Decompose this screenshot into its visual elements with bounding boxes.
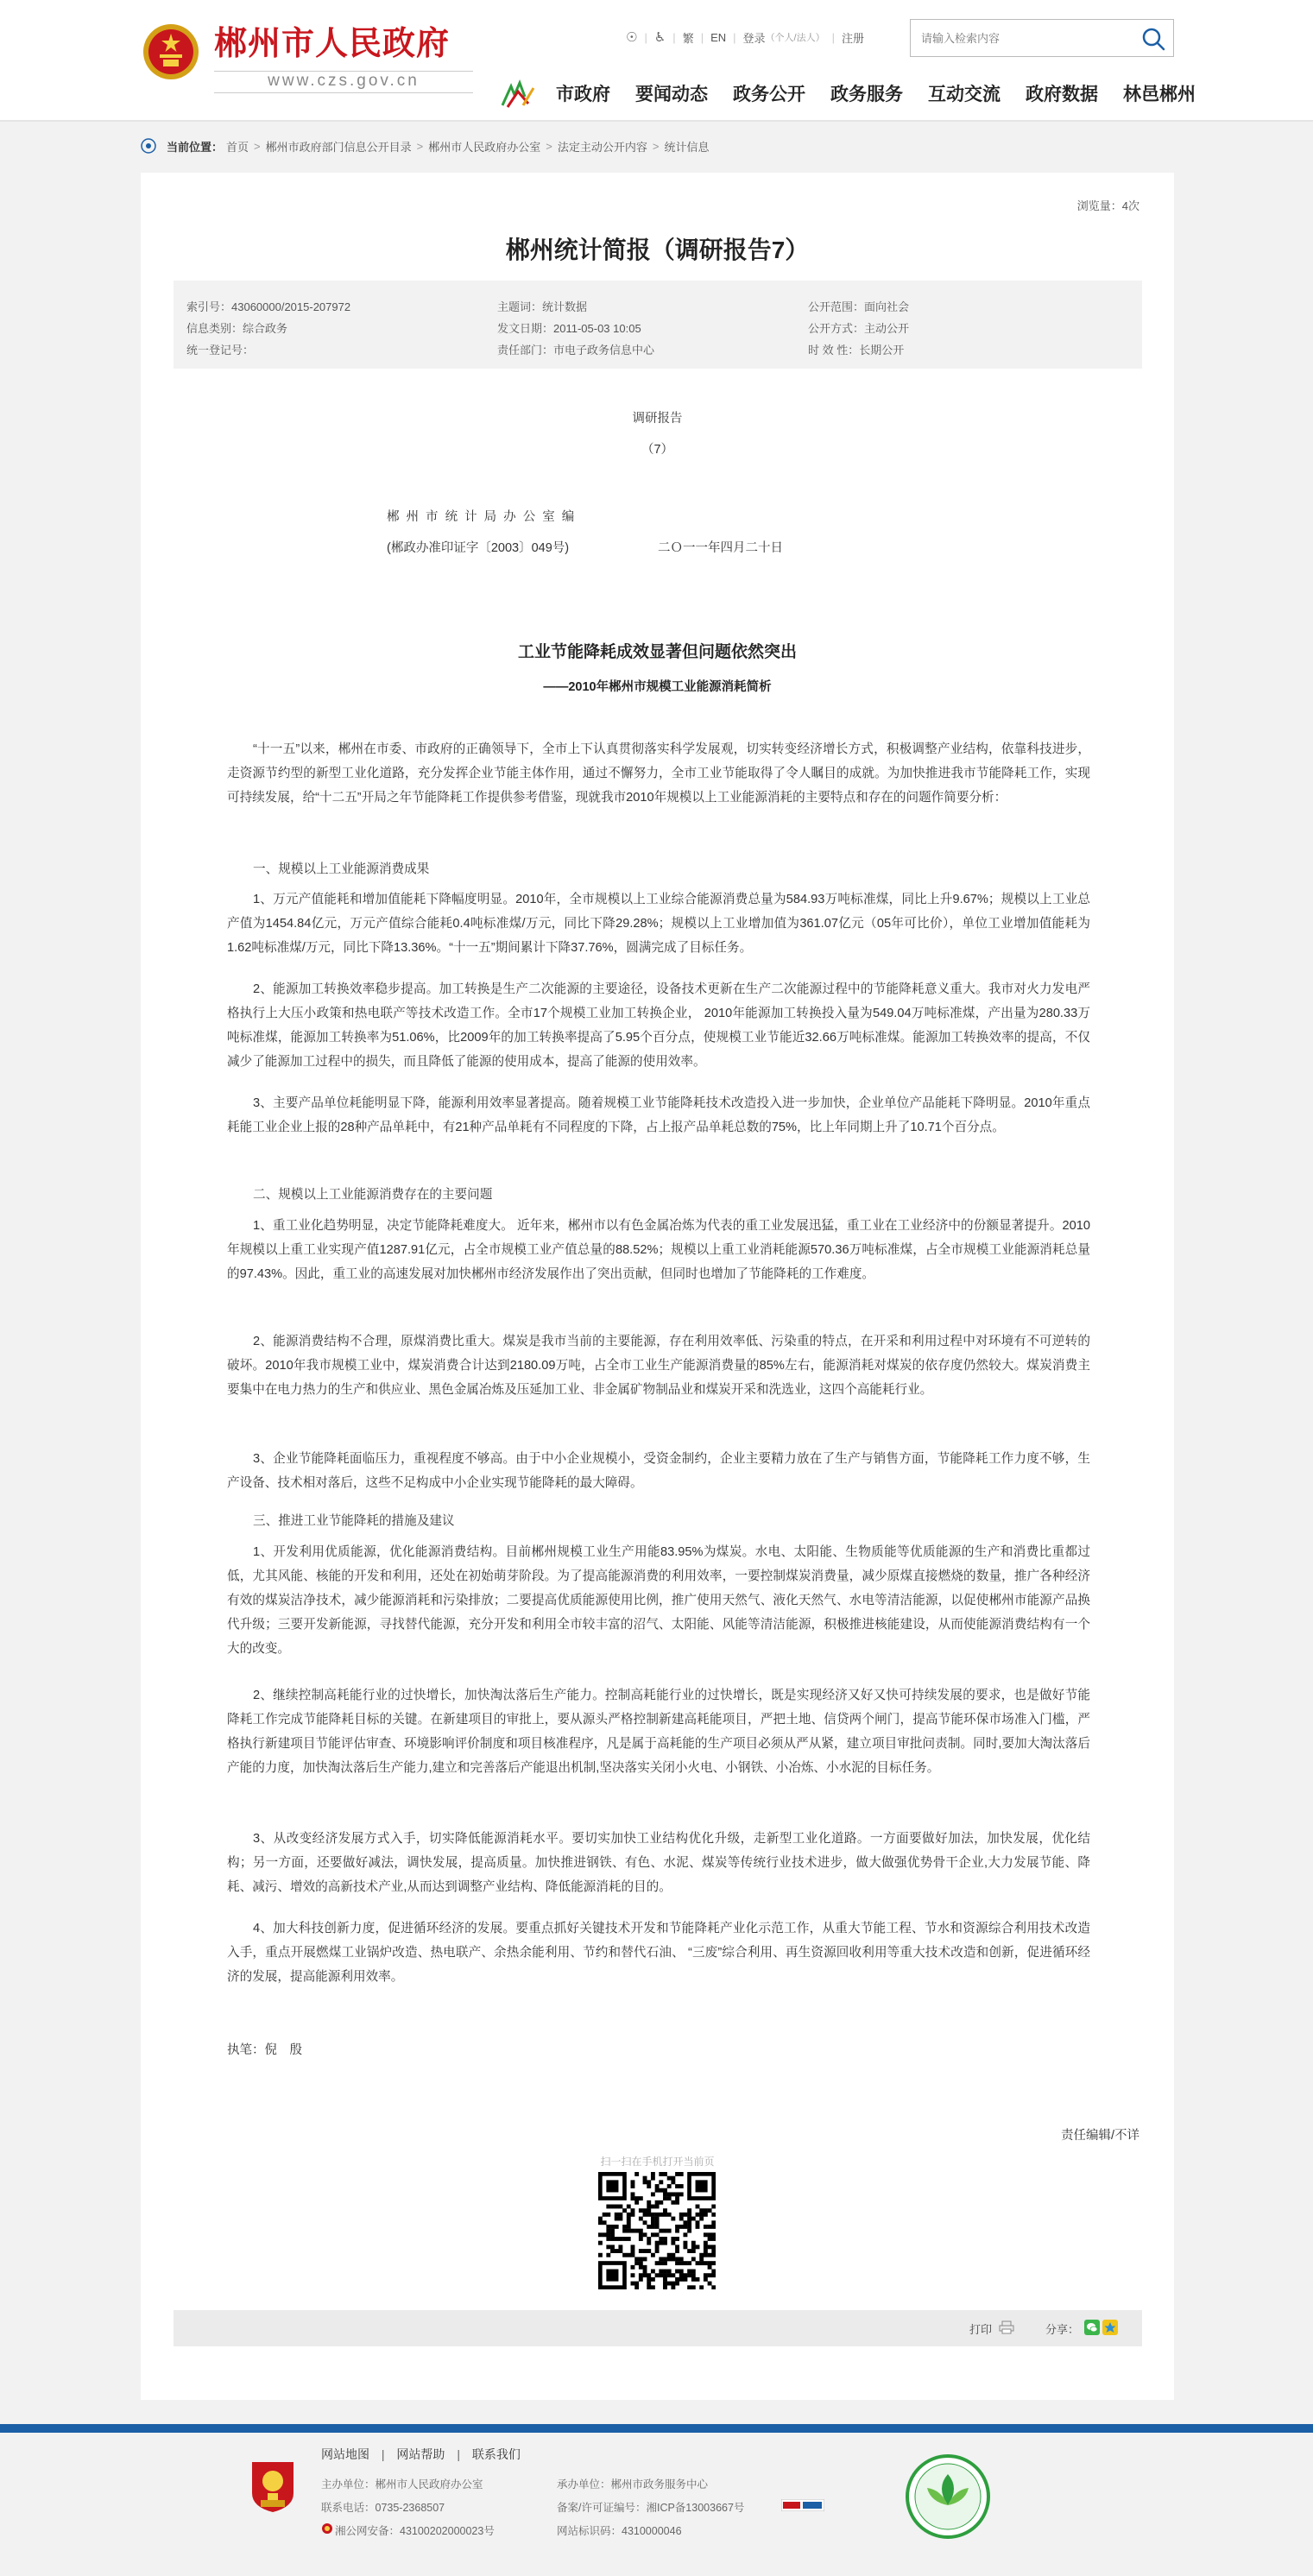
nav-logo-icon (499, 79, 539, 110)
meta-index-no: 索引号：43060000/2015-207972 (186, 300, 351, 313)
article-title: 郴州统计简报（调研报告7） (505, 237, 810, 263)
footer-site-code: 网站标识码：4310000046 (557, 2525, 682, 2537)
nav-item-news[interactable]: 要闻动态 (635, 85, 708, 104)
breadcrumb: 当前位置： 首页 > 郴州市政府部门信息公开目录 > 郴州市人民政府办公室 > 法定主动公开内容 > 统计信息 (141, 136, 709, 155)
footer-divider (0, 2424, 1313, 2433)
login-link[interactable]: 登录 (742, 31, 766, 45)
printer-icon[interactable] (999, 2320, 1014, 2334)
wechat-icon[interactable] (1084, 2320, 1100, 2335)
meta-validity: 时 效 性：长期公开 (808, 344, 905, 357)
nav-item-government[interactable]: 市政府 (556, 85, 610, 104)
paragraph-3-2: 2、继续控制高耗能行业的过快增长，加快淘汰落后生产能力。控制高耗能行业的过快增长，既是实现经济又好又快可持续发展的要求，也是做好节能降耗工作完成节能降耗目标的关键。在新建项目的审批上，要从源头严格控制新建高耗能项目，严把土地、信贷两个闸门，提高节能环保市场准入门槛，严格执行新建项目节能评估审查、环境影响评价制度和项目核准程序，凡是属于高耗能的生产项目必须从严从紧，建立项目审批问责制。同时,要加大淘汰落后产能的力度，加快淘汰落后生产能力,建立和完善落后产能退出机制,坚决落实关闭小火电、小钢铁、小冶炼、小水泥的目标任务。 (227, 1689, 1090, 1775)
main-nav (499, 79, 1196, 110)
header-divider (0, 120, 1313, 122)
qzone-icon[interactable] (1102, 2320, 1118, 2335)
website-certification-badge-icon[interactable] (905, 2453, 991, 2540)
paragraph-1-1: 1、万元产值能耗和增加值能耗下降幅度明显。2010年，全市规模以上工业综合能源消费总量为584.93万吨标准煤，同比上升9.67%；规模以上工业总产值为1454.84亿元，万元产值综合能耗0.4吨标准煤/万元，同比下降29.28%；规模以上工业增加值为361.07亿元（05年可比价），单位工业增加值能耗为1.62吨标准煤/万元，同比下降13.36%。“十一五”期间累计下降37.76%，圆满完成了目标任务。 (227, 893, 1090, 955)
search-input[interactable] (921, 27, 1128, 49)
footer-links: 网站地图 | 网站帮助 | 联系我们 (321, 2447, 521, 2461)
paragraph-2-2: 2、能源消费结构不合理，原煤消费比重大。煤炭是我市当前的主要能源，存在利用效率低、污染重的特点，在开采和利用过程中对环境有不可逆转的破坏。2010年我市规模工业中，煤炭消费合计达到2180.09万吨，占全市工业生产能源消费量的85%左右，能源消耗对煤炭的依存度仍然较大。煤炭消费主要集中在电力热力的生产和供应业、黑色金属冶炼及压延加工业、非金属矿物制品业和煤炭开采和洗选业，这四个高能耗行业。 (227, 1335, 1090, 1397)
login-note: （个人/法人） (765, 33, 825, 43)
footer-icp[interactable]: 备案/许可证编号：湘ICP备13003667号 (557, 2502, 745, 2514)
footer-sponsor: 主办单位：郴州市人民政府办公室 (321, 2478, 483, 2491)
intro-paragraph: “十一五”以来，郴州在市委、市政府的正确领导下，全市上下认真贯彻落实科学发展观，切实转变经济增长方式，积极调整产业结构，依靠科技进步，走资源节约型的新型工业化道路，充分发挥企业节能主体作用，通过不懈努力，全市工业节能取得了令人瞩目的成就。为加快推进我市节能降耗工作，实现可持续发展，给“十二五”开局之年节能降耗工作提供参考借鉴，现就我市2010年规模以上工业能源消耗的主要特点和存在的问题作简要分析： (227, 742, 1090, 805)
meta-unified-code: 统一登记号： (186, 344, 255, 357)
paragraph-2-3: 3、企业节能降耗面临压力，重视程度不够高。由于中小企业规模小，受资金制约，企业主要精力放在了生产与销售方面，节能降耗工作力度不够，生产设备、技术相对落后，这些不足构成中小企业实现节能降耗的最大障碍。 (227, 1452, 1090, 1490)
police-badge-icon (321, 2522, 333, 2535)
article-headline: 工业节能降耗成效显著但问题依然突出 (517, 643, 797, 661)
breadcrumb-item-statutory[interactable]: 法定主动公开内容 (557, 140, 647, 154)
paragraph-1-3: 3、主要产品单位耗能明显下降，能源利用效率显著提高。随着规模工业节能降耗技术改造投入进一步加快，企业单位产品能耗下降明显。2010年重点耗能工业企业上报的28种产品单耗中，有21种产品单耗有不同程度的下降，占上报产品单耗总数的75%，比上年同期上升了10.71个百分点。 (227, 1096, 1090, 1134)
party-government-badge-icon[interactable] (249, 2459, 297, 2514)
wheelchair-icon[interactable]: ♿ (653, 30, 666, 45)
report-date: 二Ｏ一一年四月二十日 (658, 541, 783, 555)
site-name[interactable]: 郴州市人民政府 (214, 26, 451, 62)
footer-phone: 联系电话：0735-2368507 (321, 2502, 445, 2514)
site-url: www.czs.gov.cn (214, 71, 473, 93)
breadcrumb-item-home[interactable]: 首页 (226, 140, 249, 154)
site-header (0, 0, 1313, 121)
nav-item-services[interactable]: 政务服务 (830, 85, 903, 104)
top-links: ☉ | ♿ | 繁 | EN | 登录 （个人/法人） | 注册 (626, 30, 865, 45)
register-link[interactable]: 注册 (842, 31, 865, 45)
meta-scope: 公开范围：面向社会 (808, 300, 910, 313)
breadcrumb-item-statistics[interactable]: 统计信息 (664, 140, 710, 154)
nav-item-interaction[interactable]: 互动交流 (928, 85, 1001, 104)
print-button[interactable]: 打印 (969, 2323, 993, 2336)
article-meta (174, 281, 1142, 369)
footer-police-record[interactable]: 湘公网安备：43100202000023号 (335, 2525, 495, 2537)
responsible-editor: 责任编辑/不详 (1060, 2129, 1139, 2143)
share-label: 分享： (1045, 2323, 1080, 2336)
qr-code-icon (598, 2172, 716, 2289)
location-icon (141, 138, 156, 154)
section-heading-1: 一、规模以上工业能源消费成果 (253, 862, 430, 876)
share-bar (174, 2310, 1142, 2346)
meta-publish-date: 发文日期：2011-05-03 10:05 (497, 322, 641, 335)
footer-link-contact[interactable]: 联系我们 (471, 2447, 521, 2461)
print-permit: (郴政办准印证字〔2003〕049号) (387, 541, 570, 555)
editor-unit: 郴 州 市 统 计 局 办 公 室 编 (387, 510, 577, 524)
meta-info-type: 信息类别：综合政务 (186, 322, 288, 335)
nav-item-linyi[interactable]: 林邑郴州 (1123, 85, 1196, 104)
traditional-chinese-link[interactable]: 繁 (682, 31, 694, 45)
qr-caption: 扫一扫在手机打开当前页 (600, 2156, 715, 2168)
paragraph-1-2: 2、能源加工转换效率稳步提高。加工转换是生产二次能源的主要途径，设备技术更新在生产二次能源过程中的节能降耗意义重大。我市对火力发电严格执行上大压小政策和热电联产等技术改造工作。全市17个规模工业加工转换企业， 2010年能源加工转换投入量为549.04万吨标准煤，产出量为280.33万吨标准煤，能源加工转换率为51.06%，比2009年的加工转换率提高了5.95个百分点，使规模工业节能近32.66万吨标准煤。能源加工转换效率的提高，不仅减少了能源加工过程中的损失，而且降低了能源的使用成本，提高了能源的使用效率。 (227, 982, 1090, 1069)
article-subheadline: ——2010年郴州市规模工业能源消耗简析 (543, 680, 772, 694)
paragraph-3-3: 3、从改变经济发展方式入手，切实降低能源消耗水平。要切实加快工业结构优化升级，走新型工业化道路。一方面要做好加法，加快发展，优化结构；另一方面，还要做好减法，调快发展，提高质量。加快推进钢铁、有色、水泥、煤炭等传统行业技术进步，做大做强优势骨干企业,大力发展节能、降耗、减污、增效的高新技术产业,从而达到调整产业结构、降低能源消耗的目的。 (227, 1832, 1090, 1894)
article-container (141, 173, 1174, 2400)
section-heading-3: 三、推进工业节能降耗的措施及建议 (253, 1514, 455, 1528)
section-heading-2: 二、规模以上工业能源消费存在的主要问题 (253, 1188, 493, 1202)
cnnic-badge-icon[interactable] (781, 2499, 824, 2511)
english-link[interactable]: EN (710, 30, 727, 44)
meta-method: 公开方式：主动公开 (808, 322, 910, 335)
accessibility-icon[interactable]: ☉ (626, 30, 638, 45)
footer-organizer: 承办单位：郴州市政务服务中心 (557, 2478, 709, 2491)
search-box (910, 19, 1174, 57)
search-icon[interactable] (1140, 26, 1166, 52)
site-footer (0, 2433, 1313, 2576)
breadcrumb-label: 当前位置： (167, 140, 224, 154)
paragraph-3-4: 4、加大科技创新力度，促进循环经济的发展。要重点抓好关键技术开发和节能降耗产业化示范工作，从重大节能工程、节水和资源综合利用技术改造入手，重点开展燃煤工业锅炉改造、热电联产、余热余能利用、节约和替代石油、 “三废”综合利用、再生资源回收利用等重大技术改造和创新，促进循环经济的发展，提高能源利用效率。 (227, 1922, 1090, 1984)
paragraph-3-1: 1、开发利用优质能源，优化能源消费结构。目前郴州规模工业生产用能83.95%为煤炭。水电、太阳能、生物质能等优质能源的生产和消费比重都过低，尤其风能、核能的开发和利用，还处在初始萌芽阶段。为了提高能源消费的利用效率，一要控制煤炭消费量，减少原煤直接燃烧的数量，推广各种经济有效的煤炭洁净技术，减少能源消耗和污染排放；二要提高优质能源使用比例，推广使用天然气、液化天然气、水电等清洁能源，以促使郴州市能源产品换代升级；三要开发新能源，寻找替代能源，充分开发和利用全市较丰富的沼气、太阳能、风能等清洁能源，积极推进核能建设，从而使能源消费结构有一个大的改变。 (227, 1545, 1090, 1656)
breadcrumb-item-office[interactable]: 郴州市人民政府办公室 (428, 140, 541, 154)
report-number: （7） (641, 443, 674, 457)
nav-item-disclosure[interactable]: 政务公开 (733, 85, 805, 104)
nav-item-data[interactable]: 政府数据 (1026, 85, 1098, 104)
meta-department: 责任部门：市电子政务信息中心 (497, 344, 655, 357)
meta-subject: 主题词：统计数据 (497, 300, 588, 313)
report-label: 调研报告 (632, 412, 683, 426)
article-author: 执笔：倪 殷 (227, 2043, 302, 2057)
paragraph-2-1: 1、重工业化趋势明显，决定节能降耗难度大。 近年来，郴州市以有色金属冶炼为代表的重工业发展迅猛，重工业在工业经济中的份额显著提升。2010年规模以上重工业实现产值1287.91亿元，占全市规模工业产值总量的88.52%；规模以上重工业消耗能源570.36万吨标准煤，占全市规模工业能源消耗总量的97.43%。因此，重工业的高速发展对加快郴州市经济发展作出了突出贡献，但同时也增加了节能降耗的工作难度。 (227, 1219, 1090, 1281)
view-count: 浏览量：4次 (1076, 199, 1139, 212)
footer-link-sitemap[interactable]: 网站地图 (321, 2447, 369, 2461)
breadcrumb-item-catalog[interactable]: 郴州市政府部门信息公开目录 (265, 140, 412, 154)
national-emblem-icon[interactable] (141, 22, 201, 82)
footer-link-help[interactable]: 网站帮助 (396, 2447, 445, 2461)
